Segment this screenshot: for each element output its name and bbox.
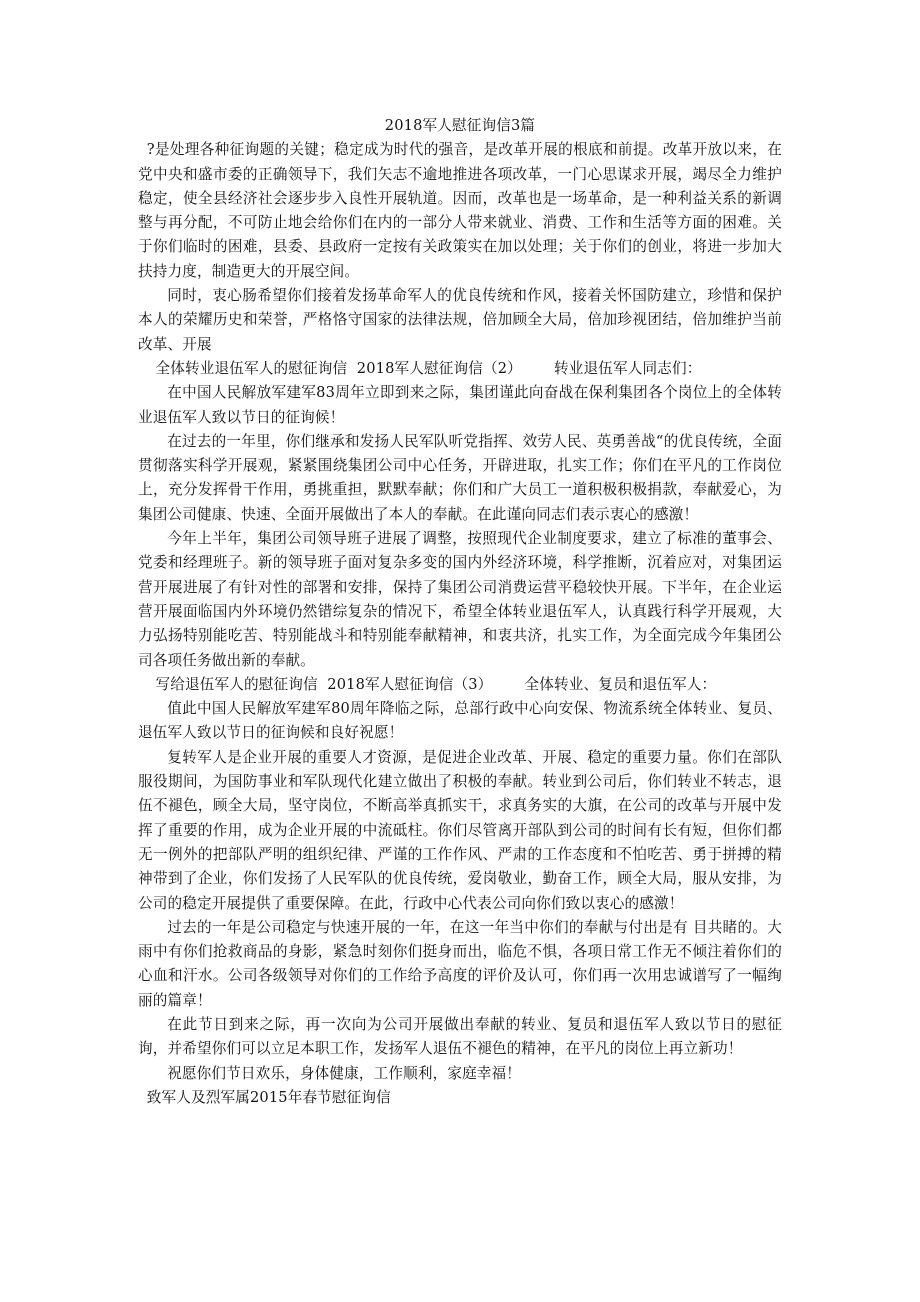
paragraph: ?是处理各种征询题的关键；稳定成为时代的强音，是改革开展的根底和前提。改革开放以来，在党中央和盛市委的正确领导下，我们矢志不逾地推进各项改革，一门心思谋求开展，竭尽全力维护稳定，使全县经济社会逐步步入良性开展轨道。因而，改革也是一场革命，是一种利益关系的新调整与再分配，不可防止地会给你们在内的一部分人带来就业、消费、工作和生活等方面的困难。关于你们临时的困难，县委、县政府一定按有关政策实在加以处理；关于你们的创业，将进一步加大扶持力度，制造更大的开展空间。 — [138, 141, 782, 280]
paragraph: 今年上半年，集团公司领导班子进展了调整，按照现代企业制度要求，建立了标准的董事会、党委和经理班子。新的领导班子面对复杂多变的国内外经济环境，科学推断，沉着应对，对集团运营开展进展了有针对性的部署和安排，保持了集团公司消费运营平稳较快开展。下半年，在企业运营开展面临国内外环境仍然错综复杂的情况下，希望全体转业退伍军人，认真践行科学开展观，大力弘扬特别能吃苦、特别能战斗和特别能奉献精神，和衷共济，扎实工作，为全面完成今年集团公司各项任务做出新的奉献。 — [138, 530, 782, 669]
paragraph: 复转军人是企业开展的重要人才资源，是促进企业改革、开展、稳定的重要力量。你们在部队服役期间，为国防事业和军队现代化建立做出了积极的奉献。转业到公司后，你们转业不转志，退伍不褪色，顾全大局，坚守岗位，不断高举真抓实干，求真务实的大旗，在公司的改革与开展中发挥了重要的作用，成为企业开展的中流砥柱。你们尽管离开部队到公司的时间有长有短，但你们都无一例外的把部队严明的组织纪律、严谨的工作作风、严肃的工作态度和不怕吃苦、勇于拼搏的精神带到了企业，你们发扬了人民军队的优良传统，爱岗敬业，勤奋工作，顾全大局，服从安排，为公司的稳定开展提供了重要保障。在此，行政中心代表公司向你们致以衷心的感激！ — [138, 748, 782, 912]
section-heading-part: 2018军人慰征询信（3） — [327, 675, 493, 693]
section-heading-part: 写给退伍军人的慰征询信 — [155, 675, 318, 693]
section-heading-part: 全体转业、复员和退伍军人： — [524, 675, 717, 693]
section-heading-part: 2018军人慰征询信（2） — [356, 359, 522, 377]
paragraph: 值此中国人民解放军建军80周年降临之际，总部行政中心向安保、物流系统全体转业、复员、退伍军人致以节日的征询候和良好祝愿！ — [138, 700, 782, 742]
section-heading — [138, 673, 782, 697]
closing-wishes: 祝愿你们节日欢乐，身体健康，工作顺利，家庭幸福！ — [167, 1064, 522, 1082]
paragraph: 同时，衷心肠希望你们接着发扬革命军人的优良传统和作风，接着关怀国防建立，珍惜和保护本人的荣耀历史和荣誉，严格恪守国家的法律法规，倍加顾全大局，倍加珍视团结，倍加维护当前改革、开展 — [138, 287, 782, 353]
document-body — [138, 114, 782, 1110]
next-letter-title: 致军人及烈军属2015年春节慰征询信 — [146, 1088, 391, 1106]
document-title: 2018军人慰征询信3篇 — [384, 117, 536, 134]
section-heading — [138, 357, 782, 381]
paragraph: 在过去的一年里，你们继承和发扬人民军队听党指挥、效劳人民、英勇善战“的优良传统，全面贯彻落实科学开展观，紧紧围绕集团公司中心任务，开辟进取，扎实工作；你们在平凡的工作岗位上，充分发挥骨干作用，勇挑重担，默默奉献；你们和广大员工一道积极积极捐款，奉献爱心，为集团公司健康、快速、全面开展做出了本人的奉献。在此谨向同志们表示衷心的感激！ — [138, 432, 782, 523]
paragraph: 在此节日到来之际，再一次向为公司开展做出奉献的转业、复员和退伍军人致以节日的慰征询，并希望你们可以立足本职工作，发扬军人退伍不褪色的精神，在平凡的岗位上再立新功！ — [138, 1015, 782, 1058]
paragraph: 在中国人民解放军建军83周年立即到来之际，集团谨此向奋战在保利集团各个岗位上的全体转业退伍军人致以节日的征询候！ — [138, 384, 782, 426]
section-heading-part: 转业退伍军人同志们： — [554, 359, 702, 377]
section-heading-part: 全体转业退伍军人的慰征询信 — [155, 359, 348, 377]
paragraph: 过去的一年是公司稳定与快速开展的一年，在这一年当中你们的奉献与付出是有 目共睹的。大雨中有你们抢救商品的身影，紧急时刻你们挺身而出，临危不惧，各项日常工作无不倾注着你们的心血和汗水。公司各级领导对你们的工作给予高度的评价及认可，你们再一次用忠诚谱写了一幅绚丽的篇章！ — [138, 918, 782, 1009]
